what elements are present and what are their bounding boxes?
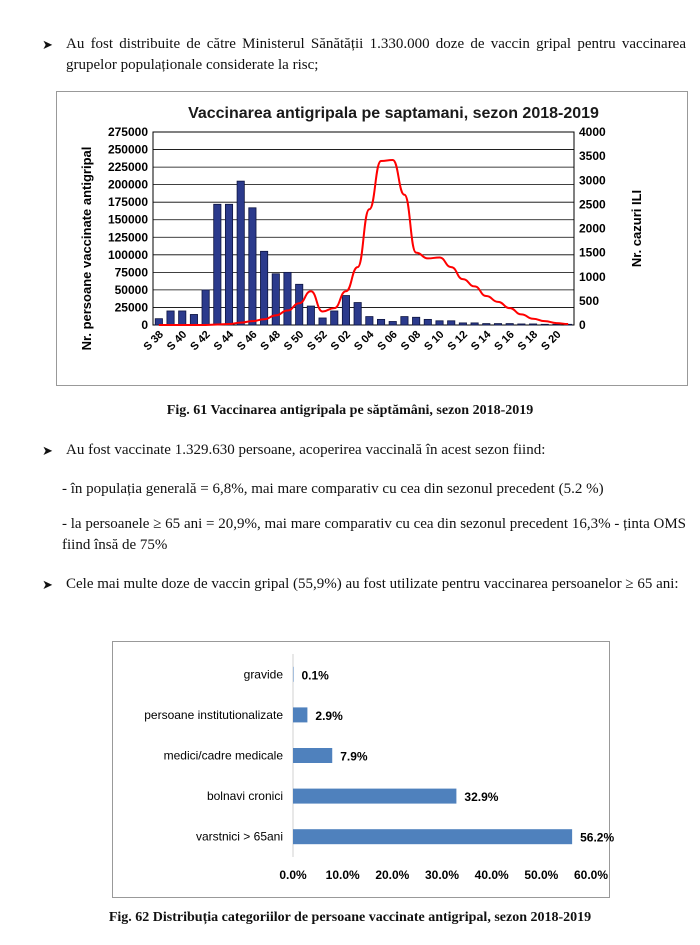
x-tick-label: S 50	[281, 328, 307, 354]
y-axis-label: Nr. persoane vaccinate antigripal	[79, 146, 94, 351]
vaccination-bar	[494, 324, 501, 325]
vaccination-bar	[483, 324, 490, 325]
category-label: persoane institutionalizate	[144, 707, 283, 722]
vaccination-bar	[459, 323, 466, 325]
x-tick-label: S 42	[188, 328, 213, 354]
y-tick-label: 75000	[114, 265, 148, 280]
vaccination-bar	[506, 324, 513, 325]
x-tick-label: S 48	[258, 328, 283, 354]
vaccination-bar	[179, 311, 186, 325]
category-bar	[293, 789, 456, 804]
vaccination-bar	[389, 321, 396, 325]
x-tick-label: S 38	[141, 328, 166, 354]
x-tick-label: 40.0%	[474, 868, 509, 882]
weekly-vaccination-chart-frame	[56, 91, 688, 386]
vaccination-bar	[448, 321, 455, 325]
bullet-arrow: ➤	[42, 443, 53, 458]
coverage-elderly: - la persoanele ≥ 65 ani = 20,9%, mai mare comparativ cu cea din sezonul precedent 16,3% - ținta OMS fiind însă de 75%	[62, 516, 686, 553]
y2-tick-label: 2000	[579, 221, 606, 236]
y-tick-label: 200000	[107, 177, 148, 192]
vaccination-bar	[436, 321, 443, 325]
vaccination-bar	[260, 251, 267, 325]
vaccination-bar	[366, 317, 373, 325]
y-tick-label: 100000	[107, 247, 148, 262]
vaccination-bar	[377, 319, 384, 325]
x-tick-label: 60.0%	[573, 868, 609, 882]
y-tick-label: 275000	[107, 125, 148, 139]
y2-tick-label: 3500	[579, 149, 606, 164]
vaccination-bar	[225, 204, 232, 325]
vaccination-bar	[307, 306, 314, 325]
data-label: 32.9%	[464, 790, 499, 805]
vaccination-bar	[249, 208, 256, 325]
category-bar	[293, 707, 307, 722]
vaccination-bar	[518, 324, 525, 325]
vaccination-bar	[237, 181, 244, 325]
category-bar	[293, 667, 294, 682]
vaccination-bar	[354, 303, 361, 325]
x-tick-label: 20.0%	[375, 868, 410, 882]
y2-tick-label: 1000	[579, 269, 606, 284]
y2-axis-label: Nr. cazuri ILI	[629, 189, 644, 268]
vaccination-bar	[167, 311, 174, 325]
x-tick-label: S 20	[539, 328, 564, 354]
vaccination-bar	[412, 317, 419, 325]
vaccinated-categories-chart	[113, 642, 615, 897]
x-tick-label: S 18	[515, 328, 541, 354]
x-tick-label: 50.0%	[524, 868, 559, 882]
vaccinated-categories-chart-frame	[112, 641, 615, 898]
x-tick-label: 10.0%	[325, 868, 360, 882]
y-tick-label: 125000	[107, 230, 148, 245]
x-tick-label: 30.0%	[424, 868, 460, 882]
x-tick-label: S 52	[305, 328, 330, 354]
vaccination-bar	[331, 311, 338, 325]
vaccination-bar	[471, 323, 478, 325]
y2-tick-label: 3000	[579, 173, 606, 188]
y2-tick-label: 1500	[579, 245, 606, 260]
data-label: 7.9%	[340, 749, 368, 764]
y-tick-label: 0	[141, 318, 148, 332]
x-tick-label: S 40	[164, 328, 190, 354]
coverage-general-population: - în populația generală = 6,8%, mai mare comparativ cu cea din sezonul precedent (5.2 %)	[62, 481, 604, 497]
y-tick-label: 175000	[107, 195, 148, 210]
bullet-arrow: ➤	[42, 577, 53, 592]
x-tick-label: S 04	[351, 328, 377, 354]
category-label: gravide	[243, 667, 283, 682]
vaccination-bar	[214, 204, 221, 325]
vaccination-bar	[401, 317, 408, 325]
category-label: bolnavi cronici	[206, 789, 283, 804]
y-tick-label: 150000	[107, 212, 148, 227]
y2-tick-label: 4000	[579, 125, 606, 139]
y-tick-label: 225000	[107, 160, 148, 175]
y2-tick-label: 0	[579, 318, 586, 332]
vaccination-bar	[424, 319, 431, 325]
bullet-vaccinated-persons: Au fost vaccinate 1.329.630 persoane, acoperirea vaccinală în acest sezon fiind:	[66, 442, 546, 458]
bullet-arrow: ➤	[42, 37, 53, 52]
y-tick-label: 250000	[107, 142, 148, 157]
x-tick-label: S 14	[468, 328, 494, 354]
x-tick-label: S 06	[375, 328, 400, 354]
vaccination-bar	[284, 272, 291, 325]
vaccination-bar	[319, 318, 326, 325]
y2-tick-label: 500	[579, 293, 600, 308]
category-bar	[293, 748, 332, 763]
x-tick-label: S 08	[398, 328, 424, 354]
weekly-vaccination-chart	[57, 92, 687, 385]
x-tick-label: S 02	[328, 328, 354, 354]
x-tick-label: S 16	[492, 328, 517, 354]
y2-tick-label: 2500	[579, 197, 606, 212]
vaccination-bar	[342, 296, 349, 325]
x-tick-label: S 46	[235, 328, 260, 354]
category-label: varstnici > 65ani	[195, 829, 283, 844]
data-label: 2.9%	[315, 708, 343, 723]
vaccination-bar	[553, 324, 560, 325]
category-label: medici/cadre medicale	[163, 748, 283, 763]
vaccination-bar	[541, 324, 548, 325]
figure-61-caption: Fig. 61 Vaccinarea antigripala pe săptămâni, sezon 2018-2019	[166, 403, 534, 418]
chart-title: Vaccinarea antigripala pe saptamani, sezon 2018-2019	[188, 105, 599, 122]
vaccination-bar	[190, 314, 197, 325]
category-bar	[293, 829, 572, 844]
x-tick-label: S 10	[422, 328, 447, 354]
y-tick-label: 25000	[114, 300, 148, 315]
vaccination-bar	[529, 324, 536, 325]
x-tick-label: 0.0%	[279, 868, 307, 882]
vaccination-bar	[272, 274, 279, 325]
bullet-most-doses: Cele mai multe doze de vaccin gripal (55,9%) au fost utilizate pentru vaccinarea persoanelor ≥ 65 ani:	[66, 576, 679, 592]
x-tick-label: S 44	[211, 328, 237, 354]
data-label: 0.1%	[301, 668, 329, 683]
vaccination-bar	[202, 290, 209, 325]
y-tick-label: 50000	[114, 282, 148, 297]
figure-62-caption: Fig. 62 Distribuția categoriilor de persoane vaccinate antigripal, sezon 2018-2019	[108, 910, 592, 925]
x-tick-label: S 12	[445, 328, 471, 354]
data-label: 56.2%	[580, 830, 615, 845]
bullet-distributed-doses: Au fost distribuite de către Ministerul Sănătății 1.330.000 doze de vaccin gripal pentru vaccinarea grupelor populaționale considerate la risc;	[66, 36, 686, 73]
